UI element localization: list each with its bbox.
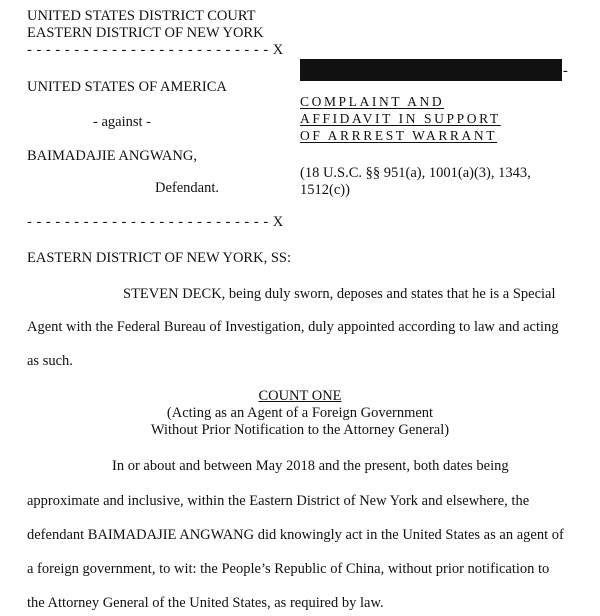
statutes-line1: (18 U.S.C. §§ 951(a), 1001(a)(3), 1343, bbox=[300, 165, 531, 181]
complaint-title-line2: AFFIDAVIT IN SUPPORT bbox=[300, 111, 501, 126]
count-paragraph-line: the Attorney General of the United States, as required by law. bbox=[27, 595, 384, 611]
against-label: - against - bbox=[93, 114, 151, 130]
defendant-name: BAIMADAJIE ANGWANG, bbox=[27, 148, 197, 164]
complaint-title-line1: COMPLAINT AND bbox=[300, 94, 445, 109]
intro-line: Agent with the Federal Bureau of Investigation, duly appointed according to law and acting bbox=[27, 319, 559, 335]
count-paragraph-line: a foreign government, to wit: the People’s Republic of China, without prior notification to bbox=[27, 561, 550, 577]
court-district: EASTERN DISTRICT OF NEW YORK bbox=[27, 25, 264, 41]
redaction-dash: - bbox=[563, 63, 568, 79]
count-paragraph-line: defendant BAIMADAJIE ANGWANG did knowingly act in the United States as an agent of bbox=[27, 527, 564, 543]
court-name: UNITED STATES DISTRICT COURT bbox=[27, 8, 256, 24]
complaint-title-line3: OF ARRREST WARRANT bbox=[300, 128, 498, 143]
intro-line: STEVEN DECK, being duly sworn, deposes and states that he is a Special bbox=[123, 286, 556, 302]
count-subheading: Without Prior Notification to the Attorney General) bbox=[150, 422, 450, 438]
count-subheading: (Acting as an Agent of a Foreign Government bbox=[166, 405, 434, 421]
count-heading: COUNT ONE bbox=[258, 388, 342, 404]
venue-line: EASTERN DISTRICT OF NEW YORK, SS: bbox=[27, 250, 291, 266]
plaintiff-name: UNITED STATES OF AMERICA bbox=[27, 79, 227, 95]
count-paragraph-line: approximate and inclusive, within the Eastern District of New York and elsewhere, the bbox=[27, 493, 530, 509]
redaction-bar bbox=[300, 59, 562, 81]
statutes-line2: 1512(c)) bbox=[300, 182, 350, 198]
defendant-label: Defendant. bbox=[155, 180, 220, 196]
caption-separator-bottom: - - - - - - - - - - - - - - - - - - - - - - - - - - X bbox=[27, 214, 284, 230]
caption-separator-top: - - - - - - - - - - - - - - - - - - - - - - - - - - X bbox=[27, 42, 284, 58]
count-paragraph-line: In or about and between May 2018 and the present, both dates being bbox=[112, 458, 509, 474]
intro-line: as such. bbox=[27, 353, 73, 369]
